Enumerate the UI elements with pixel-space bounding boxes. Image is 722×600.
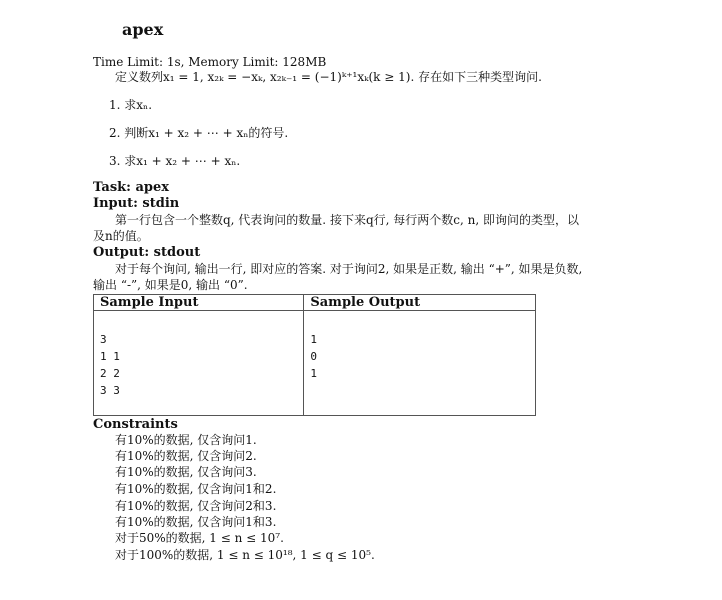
output-description-line-2: 输出 “-”, 如果是0, 输出 “0”. [93, 278, 248, 292]
problem-intro: 定义数列x₁ = 1, x₂ₖ = −xₖ, x₂ₖ₋₁ = (−1)ᵏ⁺¹xₖ(k ≥ 1). 存在如下三种类型询问. [115, 70, 542, 84]
constraint-item: 有10%的数据, 仅含询问1和2. [115, 482, 277, 496]
constraint-item: 对于100%的数据, 1 ≤ n ≤ 10¹⁸, 1 ≤ q ≤ 10⁵. [115, 548, 375, 562]
input-heading: Input: stdin [93, 196, 180, 211]
input-description-line-1: 第一行包含一个整数q, 代表询问的数量. 接下来q行, 每行两个数c, n, 即询问的类型，以 [115, 213, 579, 227]
sample-input-header: Sample Input [94, 295, 304, 311]
sample-input-line: 3 [100, 333, 107, 346]
sample-output-header: Sample Output [304, 295, 536, 311]
constraint-item: 对于50%的数据, 1 ≤ n ≤ 10⁷. [115, 531, 284, 545]
constraint-item: 有10%的数据, 仅含询问1. [115, 433, 257, 447]
sample-output-line: 1 [310, 333, 317, 346]
sample-output-cell [304, 311, 536, 416]
sample-input-line: 2 2 [100, 367, 120, 380]
task-heading: Task: apex [93, 180, 170, 195]
limits-text: Time Limit: 1s, Memory Limit: 128MB [93, 55, 327, 69]
constraint-item: 有10%的数据, 仅含询问2. [115, 449, 257, 463]
problem-title: apex [122, 20, 164, 39]
sample-input-line: 1 1 [100, 350, 120, 363]
input-description-line-2: 及n的值。 [93, 229, 149, 243]
constraint-item: 有10%的数据, 仅含询问1和3. [115, 515, 277, 529]
sample-output-line: 0 [310, 350, 317, 363]
sample-output-line: 1 [310, 367, 317, 380]
query-item-3: 3. 求x₁ + x₂ + ⋯ + xₙ. [109, 154, 241, 168]
constraint-item: 有10%的数据, 仅含询问2和3. [115, 499, 277, 513]
constraints-heading: Constraints [93, 417, 178, 432]
output-description-line-1: 对于每个询问, 输出一行, 即对应的答案. 对于询问2, 如果是正数, 输出 “+”, 如果是负数, [115, 262, 583, 276]
query-item-1: 1. 求xₙ. [109, 98, 153, 112]
sample-table [93, 294, 536, 416]
query-item-2: 2. 判断x₁ + x₂ + ⋯ + xₙ的符号. [109, 126, 289, 140]
sample-input-line: 3 3 [100, 384, 120, 397]
output-heading: Output: stdout [93, 245, 201, 260]
sample-input-cell [94, 311, 304, 416]
constraint-item: 有10%的数据, 仅含询问3. [115, 465, 257, 479]
